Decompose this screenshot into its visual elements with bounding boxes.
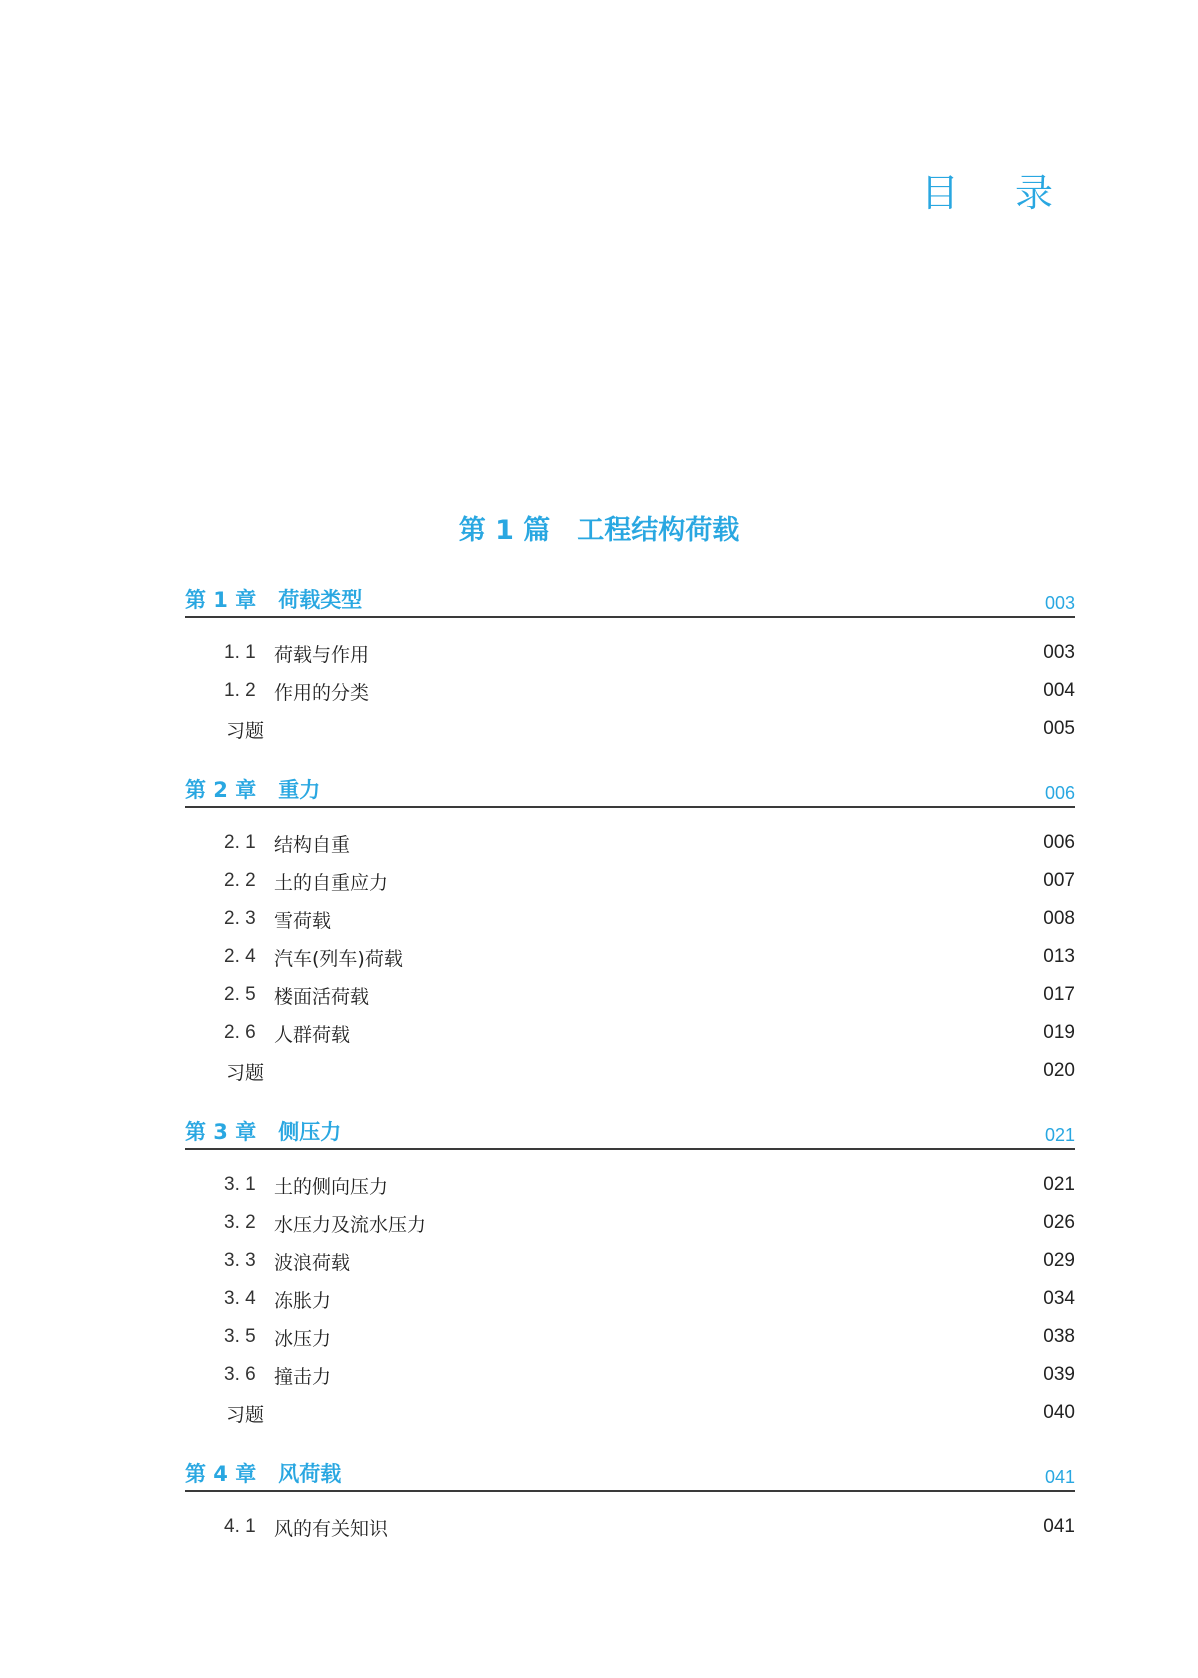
section-entry[interactable] bbox=[185, 938, 1075, 976]
section-title: 冻胀力 bbox=[274, 1289, 332, 1312]
chapter-label: 第 4 章 bbox=[185, 1462, 257, 1486]
section-title: 习题 bbox=[226, 1403, 265, 1426]
section-title: 雪荷载 bbox=[274, 909, 332, 932]
chapter-name: 荷载类型 bbox=[278, 588, 363, 612]
section-number: 1. 1 bbox=[224, 642, 256, 663]
section-title: 土的侧向压力 bbox=[274, 1175, 389, 1198]
chapter-name: 风荷载 bbox=[278, 1462, 342, 1486]
section-list bbox=[185, 824, 1075, 1090]
chapter-name: 重力 bbox=[278, 778, 321, 802]
section-page-number: 005 bbox=[1043, 718, 1075, 739]
section-page-number: 020 bbox=[1043, 1060, 1075, 1081]
section-page-number: 021 bbox=[1043, 1174, 1075, 1195]
section-number: 2. 3 bbox=[224, 908, 256, 929]
section-number: 2. 2 bbox=[224, 870, 256, 891]
chapter-list bbox=[185, 574, 1075, 1562]
section-page-number: 007 bbox=[1043, 870, 1075, 891]
chapter-heading[interactable] bbox=[185, 1448, 1075, 1492]
section-page-number: 040 bbox=[1043, 1402, 1075, 1423]
section-title: 冰压力 bbox=[274, 1327, 332, 1350]
section-number: 3. 5 bbox=[224, 1326, 256, 1347]
section-title: 汽车(列车)荷载 bbox=[274, 947, 403, 970]
section-page-number: 008 bbox=[1043, 908, 1075, 929]
section-title: 习题 bbox=[226, 1061, 265, 1084]
section-number: 3. 3 bbox=[224, 1250, 256, 1271]
chapter-heading[interactable] bbox=[185, 574, 1075, 618]
section-title: 土的自重应力 bbox=[274, 871, 389, 894]
section-entry[interactable] bbox=[185, 862, 1075, 900]
section-list bbox=[185, 1508, 1075, 1546]
section-entry[interactable] bbox=[185, 1356, 1075, 1394]
chapter bbox=[185, 1448, 1075, 1546]
section-entry[interactable] bbox=[185, 1204, 1075, 1242]
section-number: 2. 1 bbox=[224, 832, 256, 853]
chapter-page-number: 006 bbox=[1044, 783, 1075, 803]
section-page-number: 029 bbox=[1043, 1250, 1075, 1271]
section-page-number: 034 bbox=[1043, 1288, 1075, 1309]
chapter-title bbox=[185, 584, 362, 614]
section-number: 1. 2 bbox=[224, 680, 256, 701]
section-entry[interactable] bbox=[185, 1280, 1075, 1318]
section-entry[interactable] bbox=[185, 900, 1075, 938]
section-number: 2. 5 bbox=[224, 984, 256, 1005]
chapter bbox=[185, 764, 1075, 1090]
section-page-number: 019 bbox=[1043, 1022, 1075, 1043]
section-list bbox=[185, 1166, 1075, 1432]
part-title: 第 1 篇 工程结构荷载 bbox=[458, 515, 740, 546]
chapter-label: 第 1 章 bbox=[185, 588, 257, 612]
chapter-title bbox=[185, 1458, 341, 1488]
section-number: 3. 2 bbox=[224, 1212, 256, 1233]
section-number: 3. 6 bbox=[224, 1364, 256, 1385]
chapter-title bbox=[185, 1116, 341, 1146]
section-number: 3. 1 bbox=[224, 1174, 256, 1195]
section-page-number: 017 bbox=[1043, 984, 1075, 1005]
chapter-label: 第 3 章 bbox=[185, 1120, 257, 1144]
section-title: 人群荷载 bbox=[274, 1023, 351, 1046]
section-title: 作用的分类 bbox=[274, 681, 370, 704]
section-page-number: 006 bbox=[1043, 832, 1075, 853]
chapter bbox=[185, 1106, 1075, 1432]
section-title: 水压力及流水压力 bbox=[274, 1213, 427, 1236]
section-entry[interactable] bbox=[185, 976, 1075, 1014]
exercise-entry[interactable] bbox=[185, 1394, 1075, 1432]
section-number: 3. 4 bbox=[224, 1288, 256, 1309]
section-entry[interactable] bbox=[185, 1242, 1075, 1280]
section-entry[interactable] bbox=[185, 1318, 1075, 1356]
section-title: 结构自重 bbox=[274, 833, 351, 856]
section-page-number: 003 bbox=[1043, 642, 1075, 663]
section-title: 楼面活荷载 bbox=[274, 985, 370, 1008]
chapter-page-number: 041 bbox=[1044, 1467, 1075, 1487]
section-title: 荷载与作用 bbox=[274, 643, 370, 666]
section-entry[interactable] bbox=[185, 672, 1075, 710]
section-entry[interactable] bbox=[185, 634, 1075, 672]
chapter-heading[interactable] bbox=[185, 764, 1075, 808]
section-entry[interactable] bbox=[185, 824, 1075, 862]
section-entry[interactable] bbox=[185, 1166, 1075, 1204]
chapter bbox=[185, 574, 1075, 748]
section-title: 风的有关知识 bbox=[274, 1517, 389, 1540]
chapter-name: 侧压力 bbox=[278, 1120, 342, 1144]
section-page-number: 026 bbox=[1043, 1212, 1075, 1233]
section-number: 2. 4 bbox=[224, 946, 256, 967]
section-number: 4. 1 bbox=[224, 1516, 256, 1537]
toc-title: 目 录 bbox=[920, 171, 1075, 215]
chapter-label: 第 2 章 bbox=[185, 778, 257, 802]
chapter-heading[interactable] bbox=[185, 1106, 1075, 1150]
section-list bbox=[185, 634, 1075, 748]
section-title: 波浪荷载 bbox=[274, 1251, 351, 1274]
section-page-number: 004 bbox=[1043, 680, 1075, 701]
exercise-entry[interactable] bbox=[185, 710, 1075, 748]
section-page-number: 039 bbox=[1043, 1364, 1075, 1385]
chapter-page-number: 021 bbox=[1044, 1125, 1075, 1145]
chapter-page-number: 003 bbox=[1044, 593, 1075, 613]
section-page-number: 013 bbox=[1043, 946, 1075, 967]
section-number: 2. 6 bbox=[224, 1022, 256, 1043]
exercise-entry[interactable] bbox=[185, 1052, 1075, 1090]
section-entry[interactable] bbox=[185, 1014, 1075, 1052]
section-page-number: 041 bbox=[1043, 1516, 1075, 1537]
section-page-number: 038 bbox=[1043, 1326, 1075, 1347]
section-entry[interactable] bbox=[185, 1508, 1075, 1546]
chapter-title bbox=[185, 774, 320, 804]
section-title: 撞击力 bbox=[274, 1365, 332, 1388]
section-title: 习题 bbox=[226, 719, 265, 742]
